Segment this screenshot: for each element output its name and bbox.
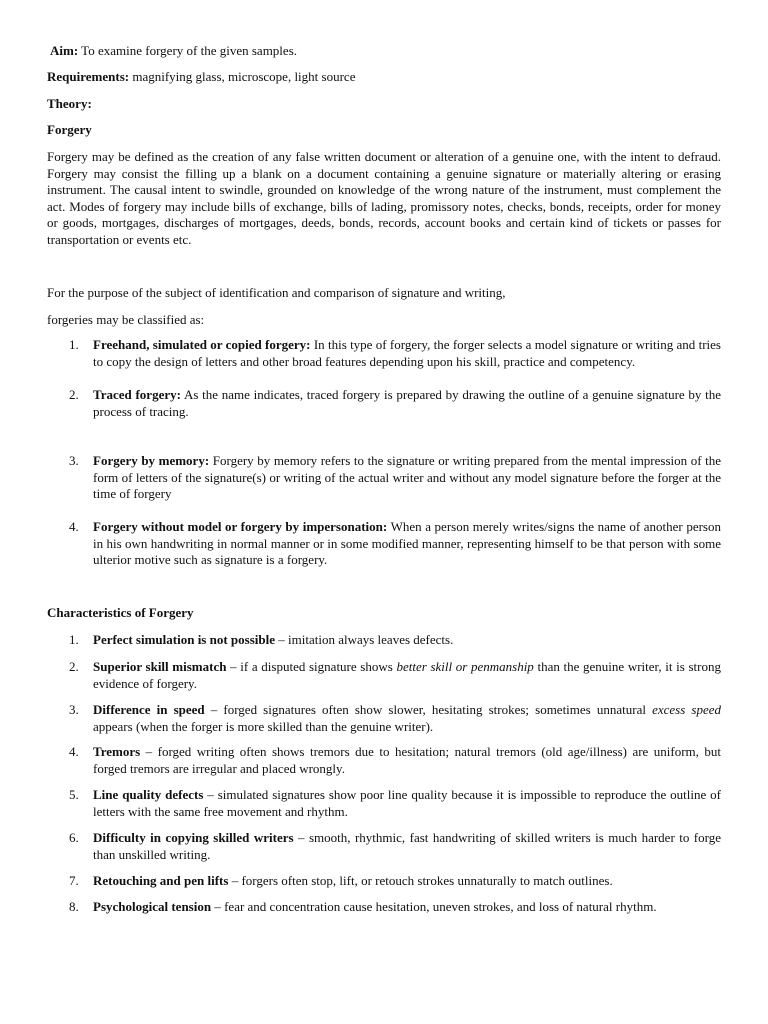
forgery-paragraph: Forgery may be defined as the creation of any false written document or alteration of a genuine one, with the intent to defraud. Forgery may consist the filling up a blank on a document containing a genuine signature or materially altering or erasing instrument. The causal intent to swindle, grounded on knowledge of the wrong nature of the instrument, must complement the act. Modes of forgery may include bills of exchange, bills of lading, promissory notes, checks, bonds, receipts, order for money or goods, mortgages, discharges of mortgages, deeds, bonds, records, account books and certain kind of tickets or passes for transportation or events etc. <box>47 149 721 247</box>
classification-item-4: Forgery without model or forgery by impersonation: When a person merely writes/signs the name of another person in his own handwriting in normal manner or in some modified manner, representing himself to be that person with some ulterior motive such as signature is a forgery. <box>93 519 721 568</box>
classification-number-2: 2. <box>69 387 79 402</box>
characteristic-item-3: Difference in speed – forged signatures often show slower, hesitating strokes; sometimes unnatural excess speed appears (when the forger is more skilled than the genuine writer). <box>93 702 721 734</box>
characteristic-item-7: Retouching and pen lifts – forgers often stop, lift, or retouch strokes unnaturally to match outlines. <box>93 873 613 888</box>
classification-title: Forgery by memory: <box>93 453 210 468</box>
characteristic-item-2: Superior skill mismatch – if a disputed signature shows better skill or penmanship than the genuine writer, it is strong evidence of forgery. <box>93 659 721 691</box>
characteristic-number-8: 8. <box>69 899 79 914</box>
characteristic-item-6: Difficulty in copying skilled writers – smooth, rhythmic, fast handwriting of skilled writers is much harder to forge than unskilled writing. <box>93 830 721 862</box>
characteristic-number-3: 3. <box>69 702 79 717</box>
requirements-text: magnifying glass, microscope, light source <box>129 69 356 84</box>
classification-number-1: 1. <box>69 337 79 352</box>
classification-number-4: 4. <box>69 519 79 534</box>
characteristics-heading: Characteristics of Forgery <box>47 605 194 620</box>
characteristic-number-4: 4. <box>69 744 79 759</box>
aim-line <box>50 43 721 60</box>
characteristic-item-8: Psychological tension – fear and concentration cause hesitation, uneven strokes, and loss of natural rhythm. <box>93 899 657 914</box>
characteristic-number-6: 6. <box>69 830 79 845</box>
forgery-heading: Forgery <box>47 122 92 137</box>
theory-heading: Theory: <box>47 96 92 111</box>
classification-title: Traced forgery: <box>93 387 181 402</box>
characteristic-number-1: 1. <box>69 632 79 647</box>
characteristic-number-2: 2. <box>69 659 79 674</box>
requirements-label: Requirements: <box>47 69 130 84</box>
aim-text: To examine forgery of the given samples. <box>78 43 298 58</box>
characteristic-item-4: Tremors – forged writing often shows tremors due to hesitation; natural tremors (old age/illness) are uniform, but forged tremors are irregular and placed wrongly. <box>93 744 721 776</box>
characteristic-number-7: 7. <box>69 873 79 888</box>
classification-title: Freehand, simulated or copied forgery: <box>93 337 311 352</box>
aim-label: Aim: <box>50 43 79 58</box>
characteristic-number-5: 5. <box>69 787 79 802</box>
classification-number-3: 3. <box>69 453 79 468</box>
purpose-line-2: forgeries may be classified as: <box>47 312 205 327</box>
classification-title: Forgery without model or forgery by impersonation: <box>93 519 388 534</box>
requirements-line <box>47 69 721 86</box>
classification-item-1: Freehand, simulated or copied forgery: In this type of forgery, the forger selects a model signature or writing and tries to copy the design of letters and other broad features depending upon his skill, practice and competency. <box>93 337 721 369</box>
classification-item-2: Traced forgery: As the name indicates, traced forgery is prepared by drawing the outline of a genuine signature by the process of tracing. <box>93 387 721 419</box>
classification-item-3: Forgery by memory: Forgery by memory refers to the signature or writing prepared from the mental impression of the form of letters of the signature(s) or writing of the actual writer and without any model signature before the forger at the time of forgery <box>93 453 721 502</box>
characteristic-item-5: Line quality defects – simulated signatures show poor line quality because it is impossible to reproduce the outline of letters with the same free movement and rhythm. <box>93 787 721 819</box>
characteristic-item-1: Perfect simulation is not possible – imitation always leaves defects. <box>93 632 454 647</box>
purpose-line-1: For the purpose of the subject of identification and comparison of signature and writing, <box>47 285 506 300</box>
